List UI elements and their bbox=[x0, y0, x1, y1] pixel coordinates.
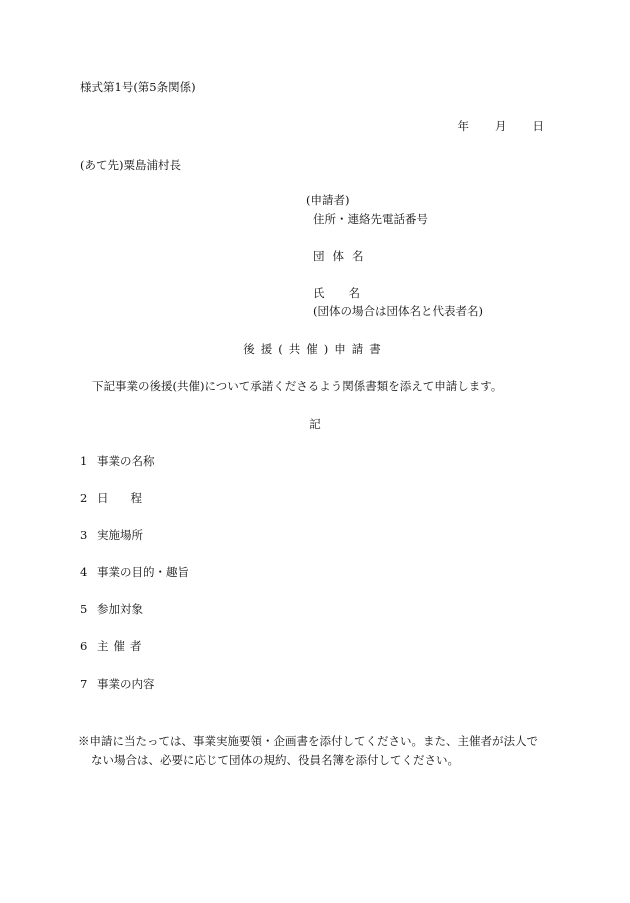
attachment-note bbox=[78, 732, 538, 770]
address-label: 住所・連絡先電話番号 bbox=[313, 212, 428, 226]
list-item bbox=[80, 601, 143, 617]
item-label: 実施場所 bbox=[97, 528, 143, 542]
addressee: (あて先)粟島浦村長 bbox=[80, 158, 181, 172]
date-line bbox=[458, 118, 545, 134]
item-label-first: 日 bbox=[97, 491, 109, 505]
item-label: 参加対象 bbox=[97, 602, 143, 616]
date-month: 月 bbox=[495, 119, 507, 133]
note-line-2: ない場合は、必要に応じて団体の規約、役員名簿を添付してください。 bbox=[91, 753, 459, 767]
item-number: 7 bbox=[80, 677, 88, 691]
name-label-first: 氏 bbox=[313, 286, 325, 300]
name-label bbox=[313, 285, 360, 301]
item-number: 5 bbox=[80, 602, 88, 616]
item-number: 3 bbox=[80, 528, 88, 542]
item-number: 2 bbox=[80, 491, 88, 505]
form-number: 様式第1号(第5条関係) bbox=[80, 80, 196, 94]
list-item bbox=[80, 564, 189, 580]
group-name-label: 団体名 bbox=[313, 249, 372, 263]
request-statement: 下記事業の後援(共催)について承諾くださるよう関係書類を添えて申請します。 bbox=[92, 379, 503, 393]
applicant-label: (申請者) bbox=[306, 193, 350, 207]
item-label-second: 程 bbox=[130, 491, 142, 505]
note-line-1: ※申請に当たっては、事業実施要領・企画書を添付してください。また、主催者が法人で bbox=[78, 734, 538, 748]
item-label: 事業の目的・趣旨 bbox=[97, 565, 189, 579]
item-label: 事業の内容 bbox=[97, 677, 155, 691]
date-day: 日 bbox=[532, 119, 544, 133]
item-label: 事業の名称 bbox=[97, 454, 155, 468]
list-item bbox=[80, 638, 147, 654]
item-number: 1 bbox=[80, 454, 88, 468]
document-title: 後援(共催)申請書 bbox=[243, 342, 387, 356]
name-note: (団体の場合は団体名と代表者名) bbox=[313, 304, 483, 318]
ki-heading: 記 bbox=[309, 417, 321, 431]
list-item bbox=[80, 527, 143, 543]
list-item bbox=[80, 676, 155, 692]
list-item bbox=[80, 490, 142, 506]
item-number: 6 bbox=[80, 639, 88, 653]
list-item bbox=[80, 453, 155, 469]
date-year: 年 bbox=[457, 119, 469, 133]
item-number: 4 bbox=[80, 565, 88, 579]
item-label: 主催者 bbox=[97, 639, 147, 653]
name-label-second: 名 bbox=[348, 286, 360, 300]
